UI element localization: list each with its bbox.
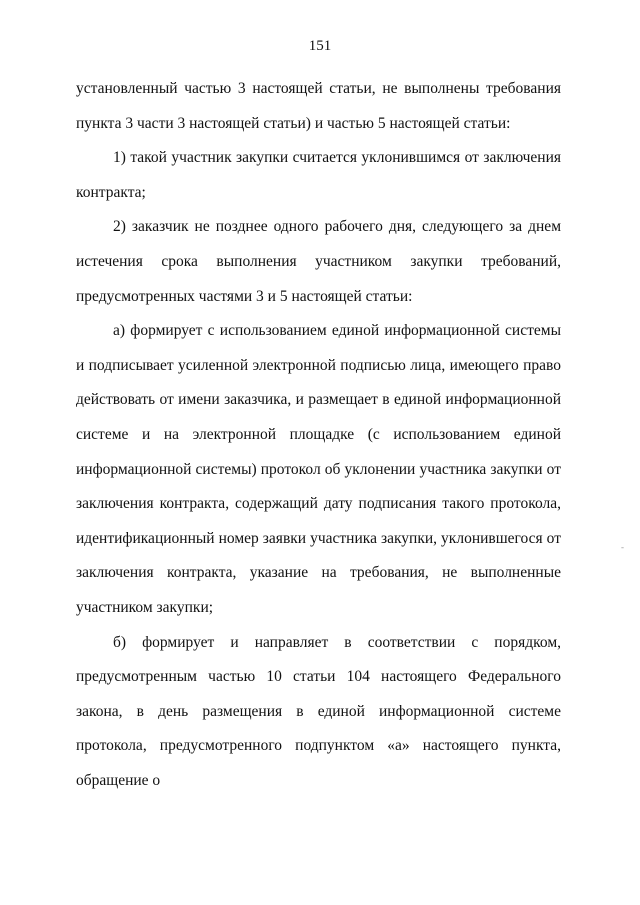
- page-number: 151: [308, 38, 332, 54]
- paragraph-item-1: 1) такой участник закупки считается уклонившимся от заключения контракта;: [76, 149, 561, 201]
- paragraph-subitem-b: б) формирует и направляет в соответствии с порядком, предусмотренным частью 10 статьи 104 настоящего Федерального закона, в день размещения в единой информационной системе протокола, предусмотренного подпунктом «а» настоящего пункта, обращение о: [76, 633, 561, 789]
- body-text: [76, 72, 561, 798]
- paragraph-item-2: 2) заказчик не позднее одного рабочего дня, следующего за днем истечения срока выполнения участником закупки требований, предусмотренных частями 3 и 5 настоящей статьи:: [76, 218, 561, 305]
- margin-mark: -: [621, 542, 624, 552]
- paragraph-subitem-a: а) формирует с использованием единой информационной системы и подписывает усиленной электронной подписью лица, имеющего право действовать от имени заказчика, и размещает в единой информационной системе и на электронной площадке (с использованием единой информационной системы) протокол об уклонении участника закупки от заключения контракта, содержащий дату подписания такого протокола, идентификационный номер заявки участника закупки, уклонившегося от заключения контракта, указание на требования, не выполненные участником закупки;: [76, 322, 561, 616]
- paragraph-continuation: установленный частью 3 настоящей статьи, не выполнены требования пункта 3 части 3 настоящей статьи) и частью 5 настоящей статьи:: [76, 80, 561, 132]
